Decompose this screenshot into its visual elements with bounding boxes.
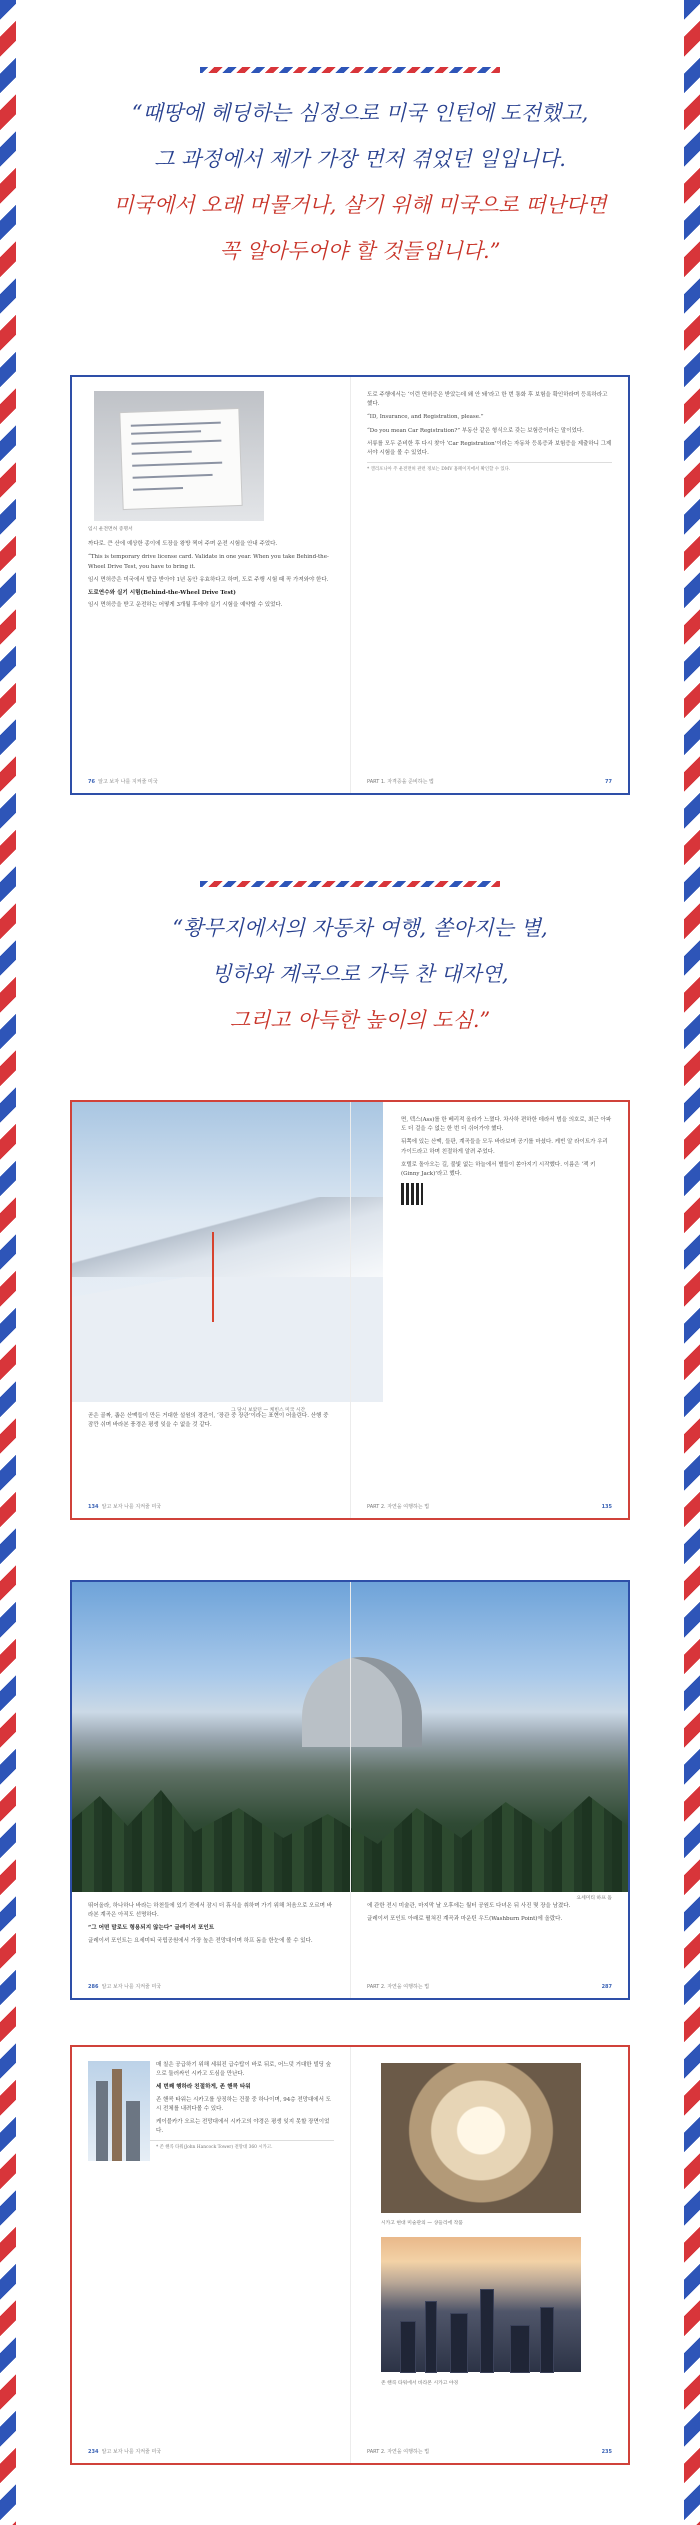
running-title: 알고 보자 나를 지켜줄 미국 <box>101 1503 162 1510</box>
body-text: 매 칠은 공급하기 위해 세워진 급수탑이 바로 뒤로, 어느덧 거대한 빌딩 숲으로 둘러싸인 시카고 도심을 만난다. <box>156 2062 332 2078</box>
page-number: 134 <box>88 1503 99 1510</box>
body-text: “This is temporary drive license card. Validate in one year. When you take Behind-the-Wheel Drive Test, you have to bring it. <box>88 554 329 570</box>
body-text: 글레이셔 포인트는 요세미티 국립공원에서 가장 높은 전망대이며 하프 돔을 한눈에 볼 수 있다. <box>88 1937 313 1944</box>
page-number: 286 <box>88 1983 99 1990</box>
page-number: 287 <box>601 1983 612 1990</box>
body-text: “Do you mean Car Registration?” 부동산 같은 형식으로 갖는 보험증이라는 말이었다. <box>367 427 584 434</box>
body-text: 케이블카가 오르는 전망대에서 시카고의 야경은 평생 잊지 못할 장면이었다. <box>156 2119 330 2135</box>
spread1-left-page <box>72 377 350 793</box>
airmail-divider-top <box>80 66 620 74</box>
quote1-line3: 미국에서 오래 머물거나, 살기 위해 미국으로 떠난다면 <box>113 193 607 217</box>
page-footer <box>88 2448 334 2457</box>
running-title: PART 1. 자격증을 준비하는 법 <box>367 778 434 785</box>
spread3-left-page <box>72 1582 350 1998</box>
page-footer <box>367 778 612 787</box>
photo-caption: 임시 운전면허 증명서 <box>88 527 133 532</box>
page-number: 76 <box>88 778 95 785</box>
running-title: 알고 보자 나를 지켜줄 미국 <box>98 778 158 785</box>
photo-caption: 그 당시 보았던 — 케빈스 미국 시간 <box>231 1408 306 1413</box>
running-title: PART 2. 자연을 여행하는 법 <box>367 1503 430 1510</box>
running-title: PART 2. 자연을 여행하는 법 <box>367 1983 430 1990</box>
quote1-line2: 그 과정에서 제가 가장 먼저 겪었던 일입니다. <box>154 147 566 171</box>
spread4-left-page <box>72 2047 350 2463</box>
body-text: 면, 텍스(Ass)를 한 베리적 올라가 느꼈다. 차사하 편하한 데라서 범을 의호로, 최근 아파도 더 걸을 수 없는 한 번 더 쉬어가야 했다. <box>401 1117 612 1133</box>
book-spread-snow <box>70 1100 630 1520</box>
page-footer <box>367 2448 612 2457</box>
airmail-divider-middle <box>80 880 620 888</box>
body-text: 뒤쪽에 있는 산맥, 들판, 계곡들을 모두 바라보며 공기를 마셨다. 케빈 알 라이트가 우리 가이드라고 하며 친절하게 알려 주었다. <box>401 1139 608 1155</box>
spread1-right-page <box>350 377 628 793</box>
page-number: 234 <box>88 2448 99 2455</box>
page-footer <box>367 1983 612 1992</box>
spread3-right-page <box>350 1582 628 1998</box>
page-footer <box>367 1503 612 1512</box>
quote2-line2: 빙하와 계곡으로 가득 찬 대자연, <box>211 962 509 986</box>
spread4-right-page <box>350 2047 628 2463</box>
page-number: 235 <box>601 2448 612 2455</box>
body-text: 곧은 골짜, 좁은 산맥들이 만든 거대한 설원의 경관이, ‘장관 중 장관’이라는 표현이 어울린다. 산행 중 잠깐 쉬며 바라본 풍경은 평생 잊을 수 없을 것 같다. <box>88 1413 329 1429</box>
running-title: 알고 보자 나를 지켜줄 미국 <box>101 2448 162 2455</box>
city-night-photo <box>381 2237 581 2372</box>
page-footer <box>88 1983 334 1992</box>
photo-caption: 시카고 현대 미술관의 — 샹들리에 작품 <box>381 2221 463 2226</box>
section-heading: “그 어떤 말로도 형용되지 않는다” 글레이셔 포인트 <box>88 1925 215 1932</box>
page-footer <box>88 778 334 787</box>
page-number: 135 <box>601 1503 612 1510</box>
quote1-line1: “때땅에 헤딩하는 심정으로 미국 인턴에 도전했고, <box>131 101 589 125</box>
book-spread-license <box>70 375 630 795</box>
body-text: 임시 면허증을 받고 운전하는 어떻게 3개월 후에야 실기 시험을 예약할 수 있었다. <box>88 602 283 609</box>
quote1-line4: 꼭 알아두어야 할 것들입니다.” <box>219 239 501 263</box>
airmail-border-left <box>0 0 16 2525</box>
running-title: 알고 보자 나를 지켜줄 미국 <box>101 1983 162 1990</box>
footnote: * 캘리포니아 주 운전면허 관련 정보는 DMV 홈페이지에서 확인할 수 있다. <box>367 462 612 474</box>
airmail-border-right <box>684 0 700 2525</box>
body-text: 글레이셔 포인트 아래로 펼쳐진 계곡과 마운틴 우드(Washburn Point)에 올랐다. <box>367 1916 563 1923</box>
photo-caption: 요세미티 하프 돔 <box>576 1896 612 1901</box>
section-heading: 세 번째 행하라 친절하게, 존 핸콕 타워 <box>156 2084 251 2091</box>
photo-caption: 존 핸콕 타워에서 바라본 시카고 야경 <box>381 2381 459 2386</box>
spread2-left-page <box>72 1102 350 1518</box>
book-spread-yosemite <box>70 1580 630 2000</box>
body-text: 뛰어올라, 하나하나 바라는 하천들에 있기 전에서 잠시 더 휴식을 취하며 가기 위해 처음으로 오르며 바라본 계곡은 아직도 선명하다. <box>88 1903 333 1919</box>
chandelier-photo <box>381 2063 581 2213</box>
body-text: 까다로. 큰 산에 예상한 종이에 도장을 왕방 찍어 주며 운전 시험을 안내 주었다. <box>88 541 278 548</box>
quote-block-2 <box>60 905 660 1043</box>
city-tower-photo <box>88 2061 150 2161</box>
spread2-right-page <box>231 1102 628 1518</box>
page-number: 77 <box>605 778 612 785</box>
quote-block-1 <box>60 90 660 274</box>
quote2-line1: “황무지에서의 자동차 여행, 쏟아지는 별, <box>172 916 548 940</box>
body-text: 도로 주행에서는 ‘이런 면허증은 받았는데 왜 안 돼’라고 한 번 통화 후 보험을 확인하라며 등록하라고 했다. <box>367 392 608 408</box>
book-spread-chicago <box>70 2045 630 2465</box>
section-heading: 도로연수와 실기 시험(Behind-the-Wheel Drive Test) <box>88 590 236 597</box>
footnote: * 존 핸콕 타워(John Hancock Tower) 전망대 360 시카고. <box>88 2140 334 2152</box>
body-text: 서류를 모두 준비한 후 다시 찾아 ‘Car Registration’이라는 자동차 등록증과 보험증을 제출하니 그제서야 시험을 볼 수 있었다. <box>367 440 612 457</box>
body-text: 임시 면허증은 미국에서 발급 받아야 1년 동안 유효하다고 하며, 도로 주행 시험 때 꼭 가져와야 한다. <box>88 576 329 583</box>
license-photo <box>94 391 264 521</box>
quote2-line3: 그리고 아득한 높이의 도심.” <box>229 1008 491 1032</box>
running-title: PART 2. 자연을 여행하는 법 <box>367 2448 430 2455</box>
body-text: 호텔로 돌아오는 길, 불빛 없는 하늘에서 별들이 쏟아지기 시작했다. 이름은 ‘잭 키(Ginny Jack)’라고 했다. <box>401 1161 596 1178</box>
body-text: 존 핸콕 타워는 시카고를 상징하는 건물 중 하나이며, 94층 전망대에서 도시 전체를 내려다볼 수 있다. <box>156 2096 331 2112</box>
qr-code-icon <box>401 1183 423 1205</box>
body-text: 에 관한 전시 미술관, 마지막 날 오후에는 월터 공원도 다녀온 뒤 사진 몇 장을 남겼다. <box>367 1903 571 1909</box>
page-footer <box>88 1503 334 1512</box>
body-text: “ID, Insurance, and Registration, please.” <box>367 414 484 421</box>
